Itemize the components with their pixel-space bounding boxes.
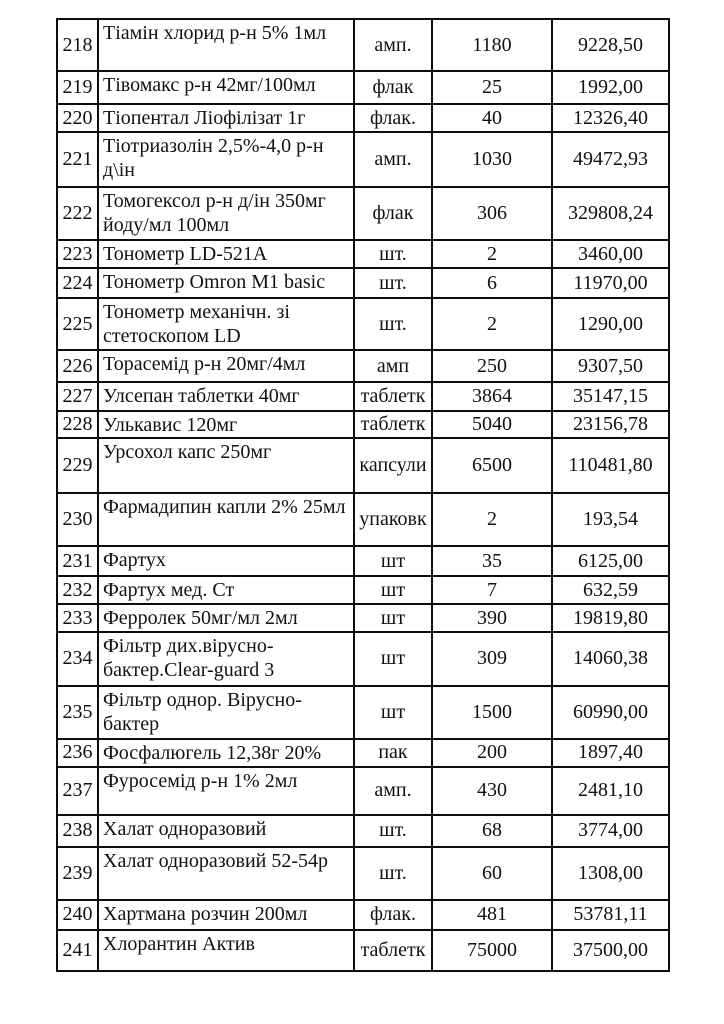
price-cell: 12326,40 xyxy=(552,104,669,132)
price-cell: 193,54 xyxy=(552,493,669,546)
row-number-cell: 232 xyxy=(57,576,98,604)
item-name-cell: Фармадипин капли 2% 25мл xyxy=(98,493,354,546)
row-number-cell: 238 xyxy=(57,815,98,847)
unit-cell: таблетк xyxy=(354,382,432,411)
table-row xyxy=(57,930,669,971)
row-number-cell: 237 xyxy=(57,767,98,815)
price-cell: 35147,15 xyxy=(552,382,669,411)
item-name-cell: Тіамін хлорид р-н 5% 1мл xyxy=(98,19,354,71)
price-cell: 14060,38 xyxy=(552,632,669,686)
table-row xyxy=(57,604,669,631)
row-number-cell: 225 xyxy=(57,298,98,350)
price-cell: 11970,00 xyxy=(552,268,669,298)
row-number-cell: 227 xyxy=(57,382,98,411)
unit-cell: упаковк xyxy=(354,493,432,546)
unit-cell: шт. xyxy=(354,815,432,847)
unit-cell: флак. xyxy=(354,104,432,132)
quantity-cell: 1180 xyxy=(432,19,552,71)
row-number-cell: 226 xyxy=(57,350,98,382)
unit-cell: амп xyxy=(354,350,432,382)
item-name-cell: Тонометр Omron M1 basic xyxy=(98,268,354,298)
table-row xyxy=(57,187,669,240)
table-row xyxy=(57,132,669,187)
row-number-cell: 223 xyxy=(57,240,98,268)
table-row xyxy=(57,438,669,493)
items-table xyxy=(56,18,670,972)
price-cell: 329808,24 xyxy=(552,187,669,240)
row-number-cell: 239 xyxy=(57,847,98,900)
quantity-cell: 481 xyxy=(432,900,552,930)
unit-cell: флак. xyxy=(354,900,432,930)
quantity-cell: 390 xyxy=(432,604,552,631)
price-cell: 2481,10 xyxy=(552,767,669,815)
quantity-cell: 2 xyxy=(432,240,552,268)
item-name-cell: Томогексол р-н д/ін 350мг йоду/мл 100мл xyxy=(98,187,354,240)
unit-cell: таблетк xyxy=(354,930,432,971)
quantity-cell: 1030 xyxy=(432,132,552,187)
row-number-cell: 224 xyxy=(57,268,98,298)
item-name-cell: Тівомакс р-н 42мг/100мл xyxy=(98,71,354,104)
item-name-cell: Фартух xyxy=(98,546,354,576)
table-row xyxy=(57,382,669,411)
unit-cell: шт xyxy=(354,604,432,631)
table-row xyxy=(57,576,669,604)
price-cell: 53781,11 xyxy=(552,900,669,930)
unit-cell: таблетк xyxy=(354,411,432,438)
quantity-cell: 25 xyxy=(432,71,552,104)
price-cell: 3460,00 xyxy=(552,240,669,268)
table-row xyxy=(57,632,669,686)
row-number-cell: 240 xyxy=(57,900,98,930)
quantity-cell: 75000 xyxy=(432,930,552,971)
item-name-cell: Тонометр механічн. зі стетоскопом LD xyxy=(98,298,354,350)
unit-cell: амп. xyxy=(354,767,432,815)
price-cell: 1992,00 xyxy=(552,71,669,104)
price-cell: 23156,78 xyxy=(552,411,669,438)
table-row xyxy=(57,104,669,132)
price-cell: 49472,93 xyxy=(552,132,669,187)
table-row xyxy=(57,268,669,298)
item-name-cell: Урсохол капс 250мг xyxy=(98,438,354,493)
item-name-cell: Халат одноразовий xyxy=(98,815,354,847)
quantity-cell: 1500 xyxy=(432,686,552,739)
price-cell: 632,59 xyxy=(552,576,669,604)
price-cell: 6125,00 xyxy=(552,546,669,576)
unit-cell: шт. xyxy=(354,268,432,298)
item-name-cell: Улсепан таблетки 40мг xyxy=(98,382,354,411)
table-row xyxy=(57,686,669,739)
item-name-cell: Тіотриазолін 2,5%-4,0 р-н д\ін xyxy=(98,132,354,187)
price-cell: 1290,00 xyxy=(552,298,669,350)
price-cell: 37500,00 xyxy=(552,930,669,971)
table-row xyxy=(57,739,669,767)
price-cell: 9228,50 xyxy=(552,19,669,71)
quantity-cell: 60 xyxy=(432,847,552,900)
unit-cell: шт xyxy=(354,576,432,604)
price-cell: 3774,00 xyxy=(552,815,669,847)
price-cell: 60990,00 xyxy=(552,686,669,739)
item-name-cell: Фільтр дих.вірусно-бактер.Clear-guard 3 xyxy=(98,632,354,686)
row-number-cell: 233 xyxy=(57,604,98,631)
row-number-cell: 218 xyxy=(57,19,98,71)
table-row xyxy=(57,900,669,930)
unit-cell: шт. xyxy=(354,847,432,900)
unit-cell: шт xyxy=(354,686,432,739)
item-name-cell: Хлорантин Актив xyxy=(98,930,354,971)
quantity-cell: 3864 xyxy=(432,382,552,411)
row-number-cell: 222 xyxy=(57,187,98,240)
row-number-cell: 236 xyxy=(57,739,98,767)
quantity-cell: 200 xyxy=(432,739,552,767)
quantity-cell: 306 xyxy=(432,187,552,240)
row-number-cell: 231 xyxy=(57,546,98,576)
item-name-cell: Тіопентал Ліофілізат 1г xyxy=(98,104,354,132)
table-row xyxy=(57,815,669,847)
quantity-cell: 430 xyxy=(432,767,552,815)
unit-cell: флак xyxy=(354,187,432,240)
row-number-cell: 220 xyxy=(57,104,98,132)
price-cell: 110481,80 xyxy=(552,438,669,493)
unit-cell: амп. xyxy=(354,132,432,187)
quantity-cell: 2 xyxy=(432,298,552,350)
table-row xyxy=(57,71,669,104)
row-number-cell: 221 xyxy=(57,132,98,187)
item-name-cell: Фуросемід р-н 1% 2мл xyxy=(98,767,354,815)
item-name-cell: Фільтр однор. Вірусно-бактер xyxy=(98,686,354,739)
price-cell: 19819,80 xyxy=(552,604,669,631)
item-name-cell: Улькавис 120мг xyxy=(98,411,354,438)
price-cell: 1308,00 xyxy=(552,847,669,900)
row-number-cell: 229 xyxy=(57,438,98,493)
unit-cell: амп. xyxy=(354,19,432,71)
unit-cell: пак xyxy=(354,739,432,767)
item-name-cell: Ферролек 50мг/мл 2мл xyxy=(98,604,354,631)
quantity-cell: 250 xyxy=(432,350,552,382)
table-row xyxy=(57,298,669,350)
quantity-cell: 40 xyxy=(432,104,552,132)
item-name-cell: Фосфалюгель 12,38г 20% xyxy=(98,739,354,767)
quantity-cell: 6500 xyxy=(432,438,552,493)
price-cell: 9307,50 xyxy=(552,350,669,382)
price-cell: 1897,40 xyxy=(552,739,669,767)
row-number-cell: 234 xyxy=(57,632,98,686)
row-number-cell: 235 xyxy=(57,686,98,739)
quantity-cell: 2 xyxy=(432,493,552,546)
unit-cell: шт. xyxy=(354,298,432,350)
table-row xyxy=(57,350,669,382)
item-name-cell: Хартмана розчин 200мл xyxy=(98,900,354,930)
items-table-body xyxy=(57,19,669,971)
quantity-cell: 6 xyxy=(432,268,552,298)
item-name-cell: Торасемід р-н 20мг/4мл xyxy=(98,350,354,382)
unit-cell: шт xyxy=(354,546,432,576)
quantity-cell: 5040 xyxy=(432,411,552,438)
table-row xyxy=(57,847,669,900)
row-number-cell: 230 xyxy=(57,493,98,546)
row-number-cell: 219 xyxy=(57,71,98,104)
unit-cell: флак xyxy=(354,71,432,104)
quantity-cell: 68 xyxy=(432,815,552,847)
row-number-cell: 228 xyxy=(57,411,98,438)
item-name-cell: Фартух мед. Ст xyxy=(98,576,354,604)
table-row xyxy=(57,546,669,576)
item-name-cell: Тонометр LD-521A xyxy=(98,240,354,268)
table-row xyxy=(57,240,669,268)
quantity-cell: 7 xyxy=(432,576,552,604)
table-row xyxy=(57,767,669,815)
row-number-cell: 241 xyxy=(57,930,98,971)
unit-cell: шт. xyxy=(354,240,432,268)
quantity-cell: 35 xyxy=(432,546,552,576)
quantity-cell: 309 xyxy=(432,632,552,686)
unit-cell: капсули xyxy=(354,438,432,493)
table-row xyxy=(57,19,669,71)
item-name-cell: Халат одноразовий 52-54р xyxy=(98,847,354,900)
unit-cell: шт xyxy=(354,632,432,686)
table-row xyxy=(57,493,669,546)
table-row xyxy=(57,411,669,438)
